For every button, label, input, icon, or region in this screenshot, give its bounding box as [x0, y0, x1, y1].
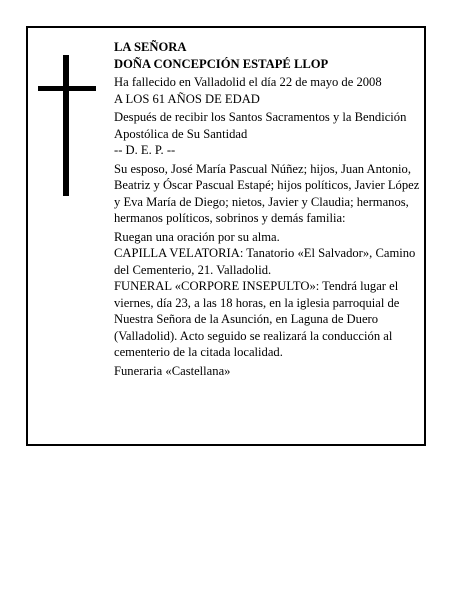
- deceased-name: DOÑA CONCEPCIÓN ESTAPÉ LLOP: [114, 56, 329, 71]
- obituary-text: [114, 39, 426, 379]
- prayer-line: Ruegan una oración por su alma.: [114, 229, 280, 244]
- rip-line: -- D. E. P. --: [114, 143, 176, 157]
- cross-horizontal-bar: [38, 86, 96, 91]
- death-line: Ha fallecido en Valladolid el día 22 de mayo de 2008: [114, 75, 382, 89]
- funeral-paragraph: FUNERAL «CORPORE INSEPULTO»: Tendrá lugar el viernes, día 23, a las 18 horas, en la iglesia parroquial de Nuestra Señora de la Asunción, en Laguna de Duero (Valladolid). Acto seguido se realizará la conducción al cementerio de la citada localidad.: [114, 279, 400, 359]
- title-line: LA SEÑORA: [114, 40, 187, 54]
- sacraments-line: Después de recibir los Santos Sacramentos y la Bendición Apostólica de Su Santidad: [114, 110, 407, 141]
- chapel-paragraph: CAPILLA VELATORIA: Tanatorio «El Salvador», Camino del Cementerio, 21. Valladolid.: [114, 246, 416, 277]
- age-line: A LOS 61 AÑOS DE EDAD: [114, 91, 260, 106]
- cross-vertical-bar: [63, 55, 69, 196]
- family-paragraph: Su esposo, José María Pascual Núñez; hijos, Juan Antonio, Beatriz y Óscar Pascual Estapé; hijos políticos, Javier López y Eva María de Diego; nietos, Javier y Claudia; hermanos, hermanos políticos, sobrinos y demás familia:: [114, 161, 420, 225]
- funeral-home-line: Funeraria «Castellana»: [114, 363, 231, 378]
